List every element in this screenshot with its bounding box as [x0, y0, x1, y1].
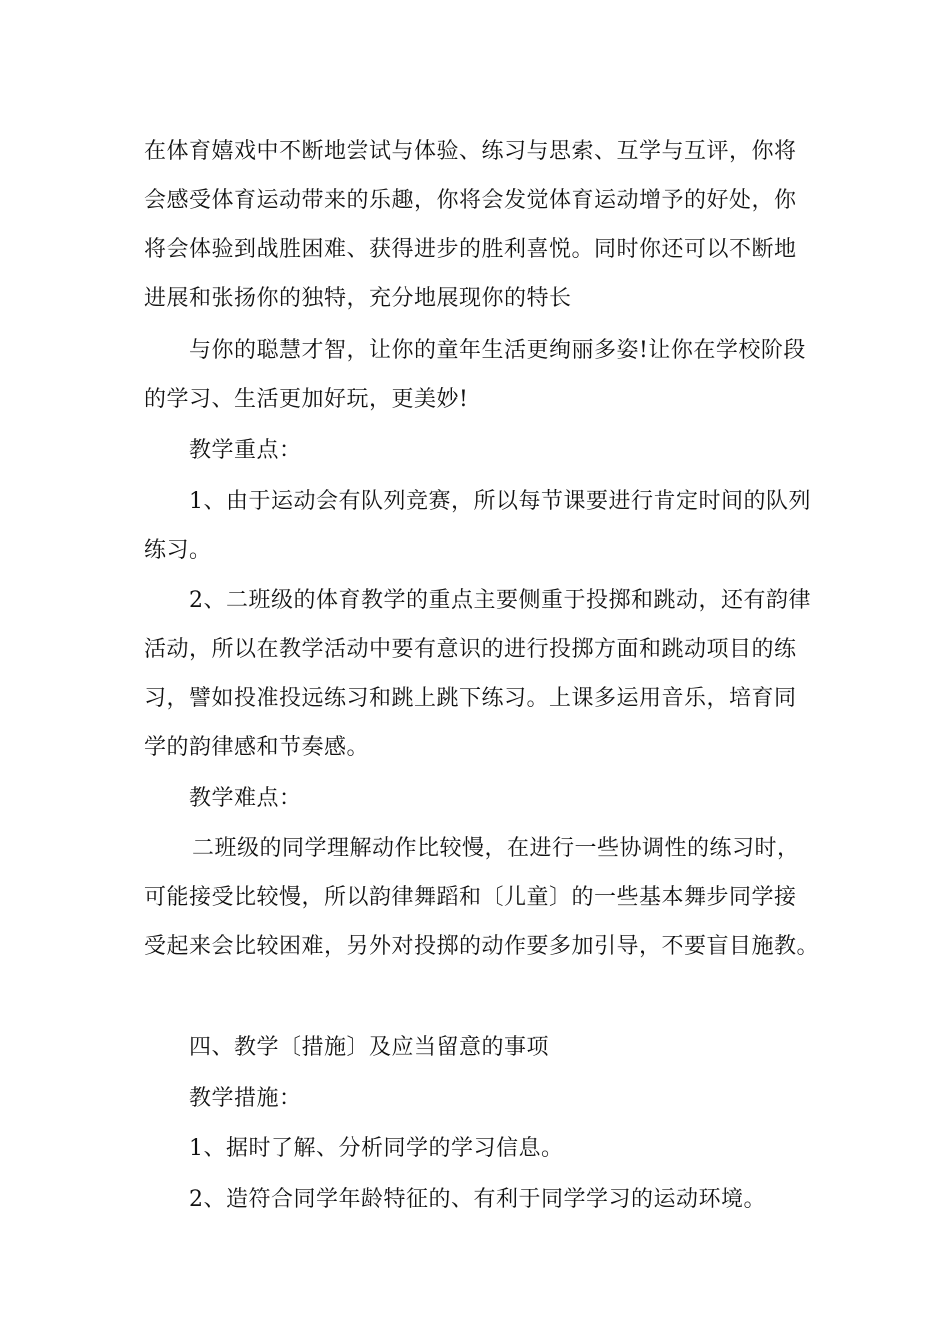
list-item: 2、二班级的体育教学的重点主要侧重于投掷和跳动，还有韵律	[189, 588, 811, 613]
paragraph-line: 受起来会比较困难，另外对投掷的动作要多加引导，不要盲目施教。	[144, 934, 820, 959]
paragraph-line: 的学习、生活更加好玩，更美妙!	[144, 387, 469, 412]
list-item: 2、造符合同学年龄特征的、有利于同学学习的运动环境。	[189, 1187, 766, 1212]
paragraph-line: 在体育嬉戏中不断地尝试与体验、练习与思索、互学与互评，你将	[144, 139, 797, 164]
paragraph-line: 将会体验到战胜困难、获得进步的胜利喜悦。同时你还可以不断地	[144, 237, 797, 262]
section-heading: 教学难点：	[189, 786, 302, 811]
paragraph-line: 与你的聪慧才智，让你的童年生活更绚丽多姿!让你在学校阶段	[189, 338, 806, 363]
paragraph-line: 进展和张扬你的独特，充分地展现你的特长	[144, 286, 572, 311]
paragraph-line: 学的韵律感和节奏感。	[144, 735, 370, 760]
section-heading: 教学措施：	[189, 1086, 302, 1111]
section-heading: 四、教学〔措施〕及应当留意的事项	[189, 1035, 550, 1060]
section-heading: 教学重点：	[189, 438, 302, 463]
paragraph-line: 二班级的同学理解动作比较慢，在进行一些协调性的练习时，	[192, 836, 800, 861]
list-item: 1、由于运动会有队列竞赛，所以每节课要进行肯定时间的队列	[189, 489, 811, 514]
paragraph-line: 可能接受比较慢，所以韵律舞蹈和〔儿童〕的一些基本舞步同学接	[144, 885, 797, 910]
list-item: 1、据时了解、分析同学的学习信息。	[189, 1136, 564, 1161]
paragraph-line: 习，譬如投准投远练习和跳上跳下练习。上课多运用音乐，培育同	[144, 686, 797, 711]
paragraph-line: 活动，所以在教学活动中要有意识的进行投掷方面和跳动项目的练	[144, 637, 797, 662]
paragraph-line: 练习。	[144, 538, 212, 563]
paragraph-line: 会感受体育运动带来的乐趣，你将会发觉体育运动增予的好处，你	[144, 188, 797, 213]
